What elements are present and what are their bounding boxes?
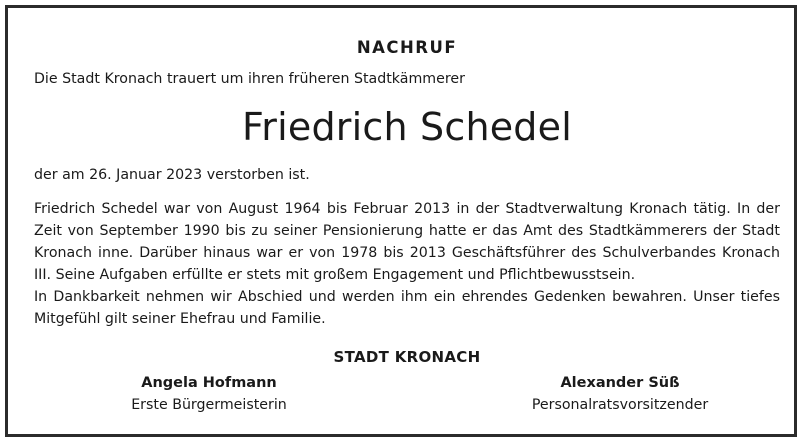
condolence-paragraph: In Dankbarkeit nehmen wir Abschied und werden ihm ein ehrendes Gedenken bewahren. Unser tiefes Mitgefühl gilt seiner Ehefrau und Familie. [34, 289, 780, 327]
organization-name: STADT KRONACH [333, 348, 481, 366]
signatory-left [79, 372, 339, 416]
obituary-frame [5, 5, 797, 437]
signatory-role: Personalratsvorsitzender [531, 397, 709, 413]
intro-line: Die Stadt Kronach trauert um ihren früheren Stadtkämmerer [34, 71, 465, 87]
death-date-line: der am 26. Januar 2023 verstorben ist. [34, 167, 310, 183]
notice-heading: NACHRUF [356, 38, 458, 57]
signatory-name: Alexander Süß [560, 375, 680, 391]
deceased-name: Friedrich Schedel [242, 105, 572, 149]
signatory-right [490, 372, 750, 416]
signatory-name: Angela Hofmann [141, 375, 277, 391]
signatory-role: Erste Bürgermeisterin [131, 397, 287, 413]
biography-paragraph: Friedrich Schedel war von August 1964 bis Februar 2013 in der Stadtverwaltung Kronach tätig. In der Zeit von September 1990 bis zu seiner Pensionierung hatte er das Amt des Stadtkämmerers der Stadt Kronach inne. Darüber hinaus war er von 1978 bis 2013 Geschäftsführer des Schulverbandes Kronach III. Seine Aufgaben erfüllte er stets mit großem Engagement und Pflichtbewusstsein. [34, 201, 780, 283]
